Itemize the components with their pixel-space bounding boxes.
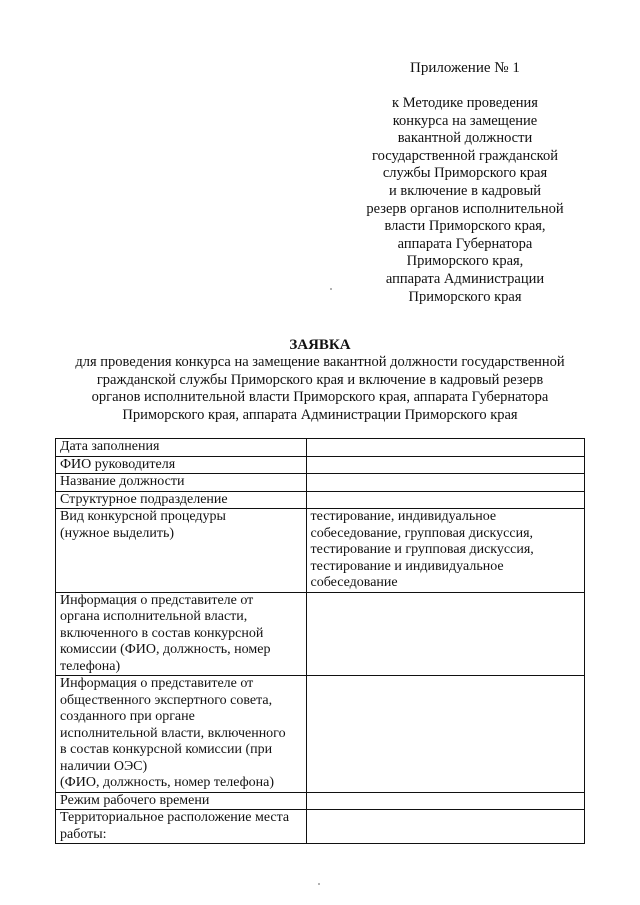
- scan-speck: [330, 288, 332, 290]
- field-label-cell: [56, 792, 307, 810]
- field-value-cell: [306, 474, 584, 492]
- field-label: наличии ОЭС): [60, 758, 148, 774]
- method-reference-line: конкурса на замещение: [392, 112, 538, 129]
- field-label: телефона): [60, 658, 121, 674]
- method-reference-line: власти Приморского края,: [384, 218, 546, 235]
- subtitle-line: гражданской службы Приморского края и включение в кадровый резерв: [96, 371, 544, 388]
- field-value-cell: [306, 491, 584, 509]
- table-row: [56, 592, 585, 676]
- field-label-cell: [56, 474, 307, 492]
- table-row: [56, 474, 585, 492]
- field-value-cell: [306, 592, 584, 676]
- field-value-option: тестирование и индивидуальное: [310, 558, 504, 574]
- field-label: Название должности: [60, 474, 185, 489]
- field-label-cell: [56, 456, 307, 474]
- field-label: созданного при органе: [60, 709, 195, 724]
- field-label: (нужное выделить): [60, 525, 175, 541]
- method-reference-line: резерв органов исполнительной: [366, 200, 564, 217]
- field-value-cell: [306, 810, 584, 844]
- table-row: [56, 810, 585, 844]
- field-label-cell: [56, 491, 307, 509]
- field-label: комиссии (ФИО, должность, номер: [60, 642, 271, 657]
- field-label: в состав конкурсной комиссии (при: [60, 742, 273, 757]
- field-value-cell: [306, 456, 584, 474]
- application-form-table: [55, 438, 585, 844]
- table-row: [56, 792, 585, 810]
- table-row: [56, 439, 585, 457]
- method-reference-line: службы Приморского края: [382, 165, 548, 182]
- field-label: Структурное подразделение: [60, 491, 228, 507]
- field-value-option: собеседование, групповая дискуссия,: [310, 525, 534, 541]
- field-label-cell: [56, 439, 307, 457]
- field-label-cell: [56, 676, 307, 793]
- document-title: ЗАЯВКА: [289, 337, 351, 353]
- field-label: органа исполнительной власти,: [60, 609, 248, 624]
- scan-speck: [318, 883, 320, 885]
- field-value-cell: [306, 676, 584, 793]
- field-label: исполнительной власти, включенного: [60, 725, 286, 741]
- method-reference-line: Приморского края: [408, 288, 522, 305]
- field-label-cell: [56, 810, 307, 844]
- field-value-cell: [306, 439, 584, 457]
- table-row: [56, 509, 585, 593]
- field-label: Вид конкурсной процедуры: [60, 509, 226, 524]
- field-label: Режим рабочего времени: [60, 792, 210, 808]
- method-reference: [340, 95, 590, 306]
- table-row: [56, 491, 585, 509]
- subtitle-line: для проведения конкурса на замещение вакантной должности государственной: [75, 354, 565, 370]
- method-reference-line: аппарата Губернатора: [397, 235, 533, 252]
- method-reference-line: государственной гражданской: [372, 147, 558, 164]
- field-label: Информация о представителе от: [60, 592, 254, 608]
- field-value-option: тестирование и групповая дискуссия,: [310, 542, 534, 557]
- table-row: [56, 676, 585, 793]
- field-label: Территориальное расположение места: [60, 810, 290, 825]
- field-value-cell: [306, 509, 584, 593]
- field-value-cell: [306, 792, 584, 810]
- method-reference-line: к Методике проведения: [392, 95, 538, 111]
- field-label-cell: [56, 509, 307, 593]
- document-subtitle: [40, 354, 600, 424]
- field-label-cell: [56, 592, 307, 676]
- subtitle-line: Приморского края, аппарата Администрации Приморского края: [122, 406, 518, 423]
- method-reference-line: аппарата Администрации: [385, 270, 545, 287]
- field-label: (ФИО, должность, номер телефона): [60, 775, 275, 790]
- field-value-option: собеседование: [310, 575, 398, 590]
- method-reference-line: вакантной должности: [397, 130, 533, 147]
- subtitle-line: органов исполнительной власти Приморского края, аппарата Губернатора: [91, 389, 549, 406]
- field-label: Дата заполнения: [60, 439, 160, 454]
- method-reference-line: и включение в кадровый: [388, 182, 542, 199]
- field-label: работы:: [60, 826, 107, 842]
- table-row: [56, 456, 585, 474]
- field-label: Информация о представителе от: [60, 676, 254, 691]
- field-label: ФИО руководителя: [60, 456, 176, 472]
- field-label: включенного в состав конкурсной: [60, 625, 264, 641]
- appendix-number: Приложение № 1: [410, 60, 520, 76]
- method-reference-line: Приморского края,: [406, 253, 524, 270]
- field-label: общественного экспертного совета,: [60, 692, 273, 708]
- field-value-option: тестирование, индивидуальное: [310, 509, 497, 524]
